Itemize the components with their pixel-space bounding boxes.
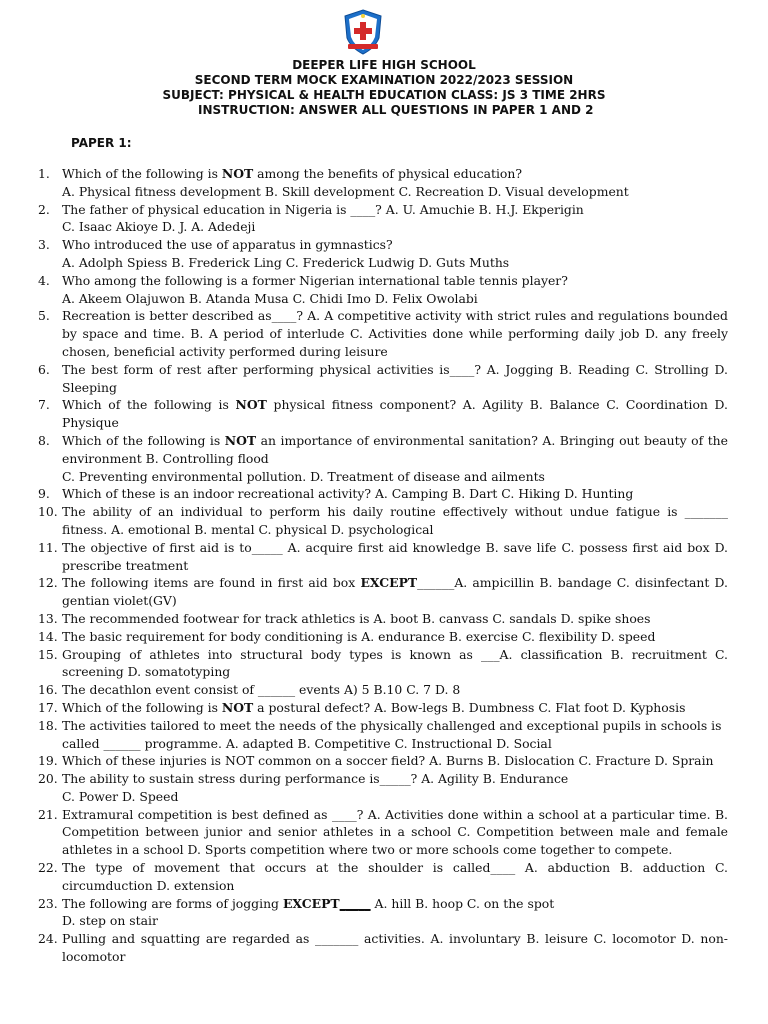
question-text: Who among the following is a former Nigerian international table tennis player?	[62, 272, 568, 288]
question-text: Recreation is better described as____? A. A competitive activity with strict rules and regulations bounded by space and time. B. A period of interlude C. Activities done while performing daily job D. any freely chosen, beneficial activity performed during leisure	[62, 308, 728, 359]
question-number: 20.	[38, 771, 58, 787]
question-number: 4.	[38, 272, 50, 288]
question-number: 23.	[38, 895, 58, 911]
question-item	[0, 610, 768, 628]
question-item	[0, 165, 768, 201]
question-item	[0, 895, 768, 931]
question-number: 17.	[38, 699, 58, 715]
question-text: Which of the following is NOT a postural defect? A. Bow-legs B. Dumbness C. Flat foot D. Kyphosis	[62, 699, 686, 715]
question-text: The type of movement that occurs at the shoulder is called____ A. abduction B. adduction C. circumduction D. extension	[62, 860, 728, 893]
question-item	[0, 503, 768, 539]
question-item	[0, 396, 768, 432]
question-number: 10.	[38, 504, 58, 520]
emphasis-text: NOT	[224, 432, 257, 448]
question-text: D. step on stair	[62, 913, 158, 929]
question-item	[0, 201, 768, 237]
question-text: Pulling and squatting are regarded as _______ activities. A. involuntary B. leisure C. locomotor D. non-locomotor	[62, 931, 728, 965]
school-crest-logo	[342, 8, 384, 56]
question-text: A. Adolph Spiess B. Frederick Ling C. Frederick Ludwig D. Guts Muths	[62, 254, 510, 270]
question-item	[0, 770, 768, 806]
question-text: A. Akeem Olajuwon B. Atanda Musa C. Chidi Imo D. Felix Owolabi	[62, 290, 478, 306]
question-number: 13.	[38, 610, 58, 626]
question-text: The objective of first aid is to_____ A. acquire first aid knowledge B. save life C. possess first aid box D. prescribe treatment	[62, 539, 728, 573]
question-item	[0, 752, 768, 770]
question-number: 18.	[38, 717, 58, 733]
question-number: 2.	[38, 201, 50, 217]
question-text: The activities tailored to meet the needs of the physically challenged and exceptional pupils in schools is	[62, 717, 722, 733]
question-text: The ability to sustain stress during performance is_____? A. Agility B. Endurance	[62, 771, 569, 787]
emphasis-text: EXCEPT	[360, 575, 418, 591]
subject-line: SUBJECT: PHYSICAL & HEALTH EDUCATION CLASS: JS 3 TIME 2HRS	[162, 88, 606, 102]
question-text: Which of these injuries is NOT common on a soccer field? A. Burns B. Dislocation C. Fracture D. Sprain	[62, 753, 714, 769]
question-text: C. Isaac Akioye D. J. A. Adedeji	[62, 219, 256, 235]
question-number: 15.	[38, 646, 58, 662]
question-item	[0, 681, 768, 699]
emphasis-text: NOT	[221, 166, 254, 181]
paper-label: PAPER 1:	[71, 136, 132, 150]
exam-title: SECOND TERM MOCK EXAMINATION 2022/2023 SESSION	[194, 73, 574, 87]
question-text: The basic requirement for body conditioning is A. endurance B. exercise C. flexibility D. speed	[62, 628, 656, 644]
question-item	[0, 930, 768, 966]
question-text: Which of these is an indoor recreational activity? A. Camping B. Dart C. Hiking D. Hunting	[62, 486, 634, 502]
question-item	[0, 432, 768, 485]
question-number: 3.	[38, 237, 50, 253]
question-number: 1.	[38, 166, 50, 181]
question-text: Who introduced the use of apparatus in gymnastics?	[62, 237, 393, 253]
question-item	[0, 307, 768, 360]
question-number: 5.	[38, 308, 50, 324]
question-item	[0, 806, 768, 859]
question-item	[0, 361, 768, 397]
question-item	[0, 646, 768, 682]
emphasis-text: NOT	[235, 397, 267, 413]
question-number: 8.	[38, 432, 50, 448]
question-text: The best form of rest after performing physical activities is____? A. Jogging B. Reading C. Strolling D. Sleeping	[62, 361, 728, 395]
question-item	[0, 699, 768, 717]
question-text: The ability of an individual to perform his daily routine effectively without undue fatigue is _______ fitness. A. emotional B. mental C. physical D. psychological	[62, 504, 728, 537]
question-item	[0, 485, 768, 503]
question-number: 14.	[38, 628, 58, 644]
question-item	[0, 574, 768, 610]
question-text: The following are forms of jogging EXCEPT_____ A. hill B. hoop C. on the spot	[62, 895, 555, 911]
question-number: 6.	[38, 361, 50, 377]
question-number: 24.	[38, 931, 58, 947]
question-text: The following items are found in first aid box EXCEPT______A. ampicillin B. bandage C. disinfectant D. gentian violet(GV)	[62, 575, 728, 609]
question-text: The father of physical education in Nigeria is ____? A. U. Amuchie B. H.J. Ekperigin	[62, 201, 584, 217]
question-item	[0, 236, 768, 272]
question-text: The decathlon event consist of ______ events A) 5 B.10 C. 7 D. 8	[62, 682, 461, 698]
question-text: Which of the following is NOT an importance of environmental sanitation? A. Bringing out beauty of the environment B. Controlling flood	[62, 432, 728, 466]
question-text: The recommended footwear for track athletics is A. boot B. canvass C. sandals D. spike shoes	[62, 610, 651, 626]
question-text: Extramural competition is best defined as ____? A. Activities done within a school at a particular time. B. Competition between junior and senior athletes in a school C. Competition between male and female athletes in a school D. Sports competition where two or more schools come together to compete.	[62, 806, 728, 858]
question-item	[0, 859, 768, 895]
question-number: 9.	[38, 486, 50, 502]
question-number: 12.	[38, 575, 58, 591]
question-text: called ______ programme. A. adapted B. Competitive C. Instructional D. Social	[62, 735, 552, 751]
question-number: 7.	[38, 397, 50, 413]
question-text: C. Power D. Speed	[62, 788, 179, 804]
question-item	[0, 628, 768, 646]
question-item	[0, 539, 768, 575]
question-number: 11.	[38, 539, 58, 555]
question-number: 19.	[38, 753, 58, 769]
question-text: Grouping of athletes into structural body types is known as ___A. classification B. recruitment C. screening D. somatotyping	[62, 646, 728, 680]
emphasis-text: EXCEPT	[282, 895, 340, 911]
question-text: Which of the following is NOT physical fitness component? A. Agility B. Balance C. Coordination D. Physique	[62, 397, 728, 431]
question-text: C. Preventing environmental pollution. D. Treatment of disease and ailments	[62, 468, 545, 484]
instruction-line: INSTRUCTION: ANSWER ALL QUESTIONS IN PAPER 1 AND 2	[198, 103, 594, 117]
question-text: A. Physical fitness development B. Skill development C. Recreation D. Visual development	[62, 183, 629, 199]
question-item	[0, 272, 768, 308]
question-item	[0, 717, 768, 753]
question-text: Which of the following is NOT among the benefits of physical education?	[62, 166, 522, 181]
blank-underline: _____	[339, 895, 371, 911]
question-number: 16.	[38, 682, 58, 698]
question-list	[0, 165, 768, 966]
emphasis-text: NOT	[221, 699, 254, 715]
question-number: 21.	[38, 806, 58, 822]
question-number: 22.	[38, 860, 58, 876]
school-name: DEEPER LIFE HIGH SCHOOL	[292, 58, 476, 72]
